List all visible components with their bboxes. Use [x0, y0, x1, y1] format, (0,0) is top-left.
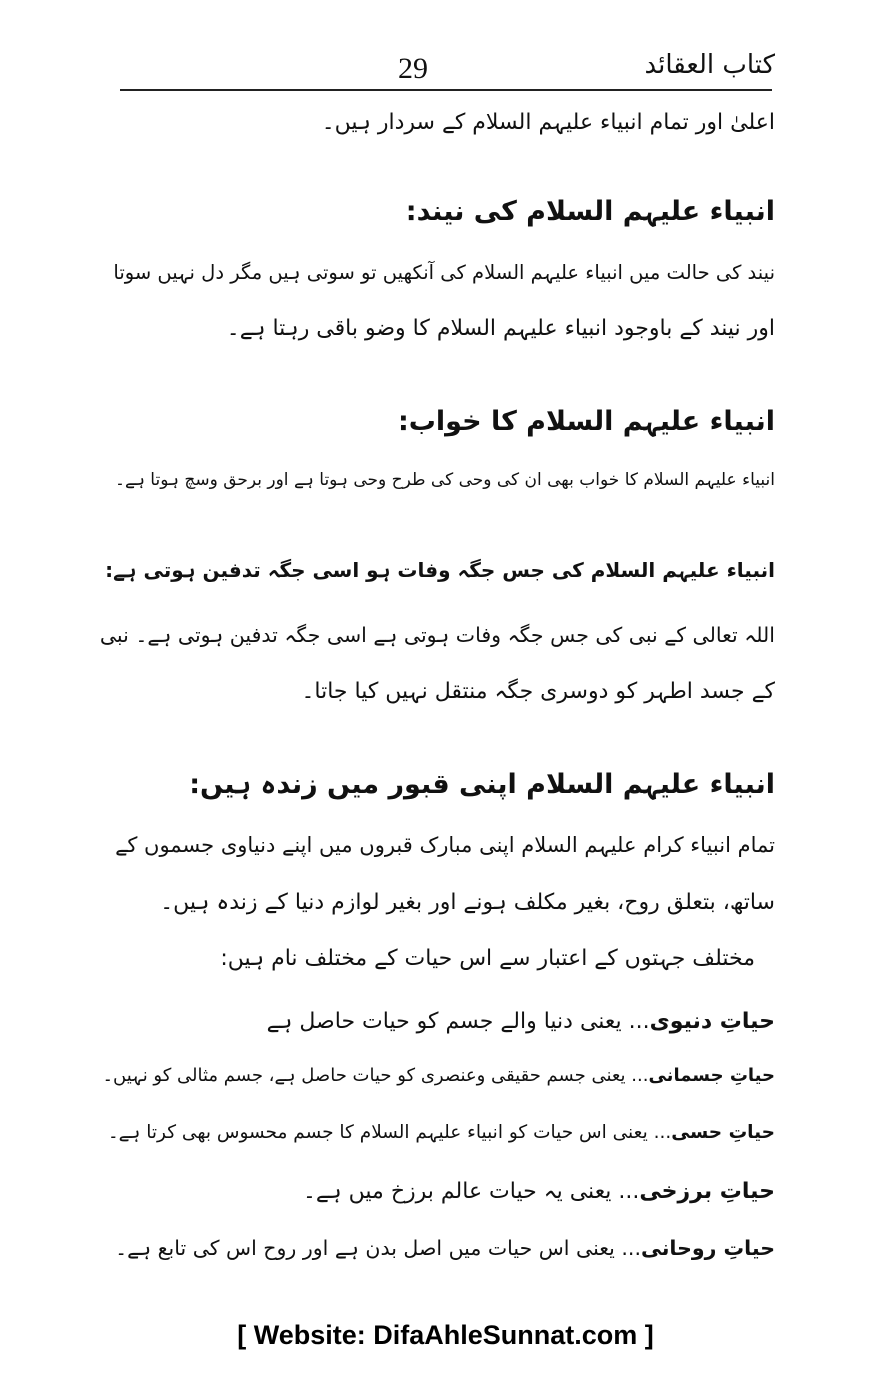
burial-paragraph-line-2: کے جسد اطہر کو دوسری جگہ منتقل نہیں کیا جاتا۔ — [301, 679, 775, 704]
hayat-description: ... یعنی اس حیات کو انبیاء علیہم السلام کا جسم محسوس بھی کرتا ہے۔ — [107, 1122, 672, 1143]
website-footer: [ Website: DifaAhleSunnat.com ] — [237, 1320, 654, 1350]
hayat-description: ... یعنی اس حیات میں اصل بدن ہے اور روح اس کی تابع ہے۔ — [115, 1236, 641, 1260]
hayat-term: حیاتِ روحانی — [640, 1236, 775, 1260]
page-number: 29 — [398, 52, 428, 85]
hayat-term: حیاتِ برزخی — [639, 1179, 775, 1204]
hayat-item — [102, 1067, 775, 1085]
running-header-title: کتاب العقائد — [644, 50, 775, 80]
burial-paragraph-line-1: اللہ تعالی کے نبی کی جس جگہ وفات ہوتی ہے اسی جگہ تدفین ہوتی ہے۔ نبی — [99, 623, 775, 647]
hayat-item — [108, 1124, 775, 1143]
alive-paragraph-line-1: تمام انبیاء کرام علیہم السلام اپنی مبارک قبروں میں اپنے دنیاوی جسموں کے — [115, 833, 775, 857]
hayat-description: ... یعنی جسم حقیقی وعنصری کو حیات حاصل ہے، جسم مثالی کو نہیں۔ — [102, 1065, 649, 1086]
hayat-description: ... یعنی یہ حیات عالم برزخ میں ہے۔ — [302, 1179, 640, 1204]
hayat-item — [115, 1238, 775, 1259]
heading-alive-in-graves: انبیاء علیہم السلام اپنی قبور میں زندہ ہیں: — [189, 769, 775, 800]
heading-dream: انبیاء علیہم السلام کا خواب: — [397, 406, 775, 437]
alive-paragraph-line-3: مختلف جہتوں کے اعتبار سے اس حیات کے مختلف نام ہیں: — [220, 946, 755, 971]
hayat-item — [267, 1011, 775, 1033]
header-rule — [120, 89, 772, 91]
dream-paragraph-line-1: انبیاء علیہم السلام کا خواب بھی ان کی وحی کی طرح وحی ہوتا ہے اور برحق وسچ ہوتا ہے۔ — [115, 470, 775, 490]
intro-line: اعلیٰ اور تمام انبیاء علیہم السلام کے سردار ہیں۔ — [321, 110, 775, 135]
alive-paragraph-line-2: ساتھ، بتعلق روح، بغیر مکلف ہونے اور بغیر لوازم دنیا کے زندہ ہیں۔ — [160, 890, 775, 915]
sleep-paragraph-line-2: اور نیند کے باوجود انبیاء علیہم السلام کا وضو باقی رہتا ہے۔ — [226, 316, 775, 341]
hayat-item — [303, 1181, 775, 1203]
heading-burial: انبیاء علیہم السلام کی جس جگہ وفات ہو اسی جگہ تدفین ہوتی ہے: — [105, 558, 775, 582]
hayat-term: حیاتِ دنیوی — [649, 1009, 775, 1034]
heading-sleep: انبیاء علیہم السلام کی نیند: — [405, 196, 775, 227]
sleep-paragraph-line-1: نیند کی حالت میں انبیاء علیہم السلام کی آنکھیں تو سوتی ہیں مگر دل نہیں سوتا — [113, 261, 775, 284]
hayat-term: حیاتِ جسمانی — [648, 1065, 775, 1086]
hayat-term: حیاتِ حسی — [671, 1122, 775, 1143]
hayat-description: ... یعنی دنیا والے جسم کو حیات حاصل ہے — [266, 1009, 650, 1034]
